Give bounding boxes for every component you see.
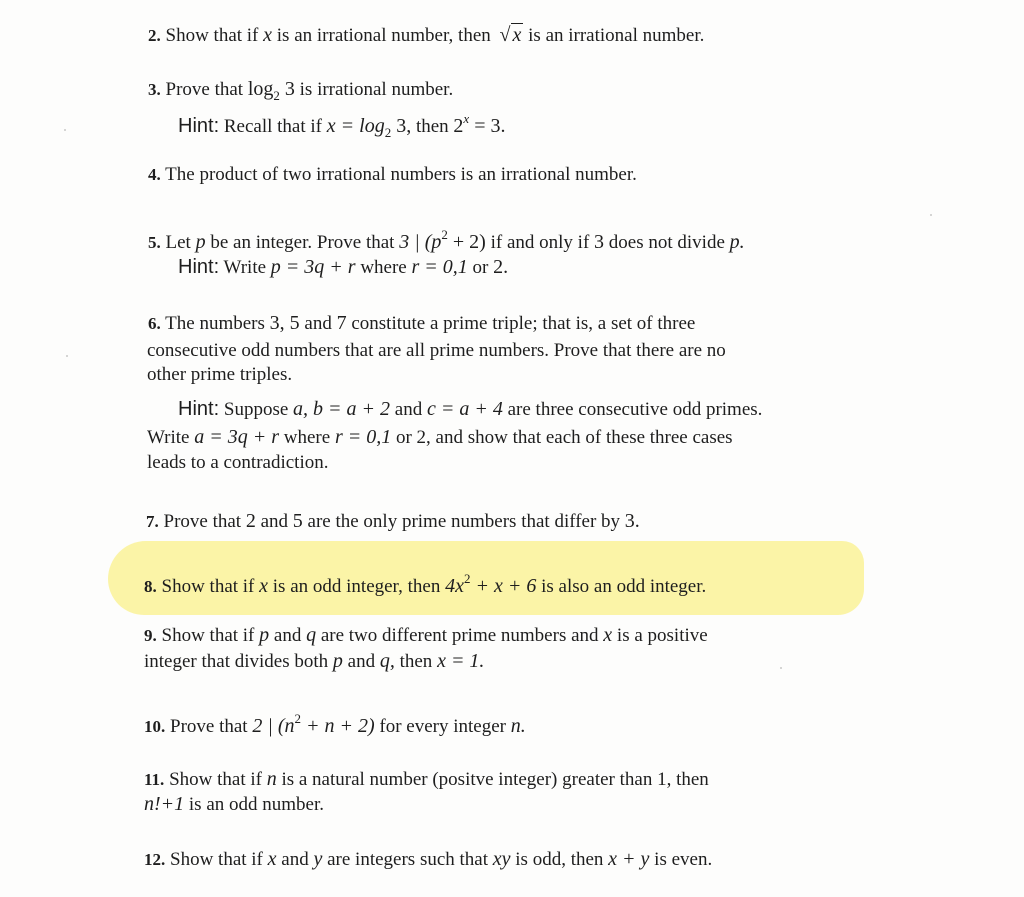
math-var: n bbox=[266, 768, 277, 790]
problem-text: then bbox=[399, 651, 433, 672]
problem-text: is also an odd integer. bbox=[541, 576, 707, 597]
problem-2 bbox=[148, 22, 704, 49]
radical-sign: √ bbox=[499, 24, 511, 46]
problem-text: are integers such that bbox=[327, 849, 489, 870]
problem-text: for every integer bbox=[379, 716, 507, 737]
problem-text: is even. bbox=[654, 849, 713, 870]
math-expression: r = 0,1 bbox=[334, 426, 392, 448]
problem-text: be an integer. Prove that bbox=[210, 232, 395, 253]
problem-text: is a natural number (positve integer) greater than 1, then bbox=[281, 769, 709, 790]
problem-7 bbox=[146, 508, 640, 535]
problem-text: is an odd number. bbox=[188, 794, 325, 815]
hint-text: Write bbox=[147, 427, 190, 448]
hint-text: and bbox=[394, 399, 423, 420]
math-var: q bbox=[306, 624, 317, 646]
problem-number: 5. bbox=[148, 233, 161, 252]
math-expression: c = a + 4 bbox=[426, 398, 503, 420]
problem-text: Show that if bbox=[161, 625, 255, 646]
math-number: 2 bbox=[245, 510, 256, 532]
math-var: x bbox=[603, 624, 613, 646]
math-expression: p = 3q + r bbox=[270, 256, 356, 278]
math-var: p. bbox=[729, 231, 745, 253]
problem-number: 7. bbox=[146, 512, 159, 531]
math-number: 3 bbox=[594, 231, 605, 253]
problem-text: and bbox=[273, 625, 302, 646]
problem-text: is odd, then bbox=[515, 849, 604, 870]
problem-text: The product of two irrational numbers is an irrational number. bbox=[165, 164, 637, 185]
math-var: n. bbox=[510, 715, 526, 737]
math-expression: a = 3q + r bbox=[194, 426, 280, 448]
problem-text: and bbox=[304, 313, 332, 334]
math-expression: r = 0,1 bbox=[411, 256, 468, 278]
math-expression: $4x^2 + x + 6$ bbox=[445, 571, 537, 597]
problem-5-hint bbox=[178, 254, 508, 281]
math-expression: a, b = a + 2 bbox=[293, 398, 391, 420]
math-var: x bbox=[259, 575, 269, 597]
hint-label: Hint: bbox=[178, 398, 220, 420]
problem-text: other prime triples. bbox=[147, 364, 293, 385]
math-expression: x = 1. bbox=[437, 650, 485, 672]
scan-speck bbox=[930, 214, 932, 216]
problem-10 bbox=[144, 706, 526, 740]
problem-6-line-5 bbox=[147, 424, 733, 451]
problem-text: Show that if bbox=[161, 576, 255, 597]
problem-text: Prove that bbox=[165, 79, 244, 100]
problem-3-hint bbox=[178, 106, 505, 146]
problem-text: Show that if bbox=[170, 849, 263, 870]
problem-text: Show that if bbox=[169, 769, 262, 790]
problem-number: 11. bbox=[144, 770, 165, 789]
math-expression: 3, 5 bbox=[269, 312, 300, 334]
math-number: 3. bbox=[624, 510, 640, 532]
math-var: x bbox=[512, 24, 522, 46]
problem-5 bbox=[148, 222, 745, 256]
problem-6-hint bbox=[178, 396, 762, 423]
problem-text: Prove that bbox=[170, 716, 248, 737]
math-var: p bbox=[195, 231, 206, 253]
problem-9-line-2 bbox=[144, 648, 484, 675]
problem-number: 9. bbox=[144, 626, 157, 645]
problem-number: 2. bbox=[148, 26, 161, 45]
problem-6-line-6 bbox=[147, 450, 329, 476]
hint-text: where bbox=[360, 257, 407, 278]
problem-number: 6. bbox=[148, 314, 161, 333]
scan-speck bbox=[66, 355, 68, 357]
math-var: y bbox=[313, 848, 323, 870]
hint-text: leads to a contradiction. bbox=[147, 452, 329, 473]
problem-text: and bbox=[281, 849, 309, 870]
problem-number: 8. bbox=[144, 577, 157, 596]
hint-label: Hint: bbox=[178, 256, 220, 278]
math-number: 7 bbox=[336, 312, 347, 334]
hint-text: or 2, and show that each of these three cases bbox=[395, 427, 733, 448]
problem-number: 10. bbox=[144, 717, 166, 736]
problem-6-line-3 bbox=[147, 362, 292, 388]
hint-text: then bbox=[415, 116, 449, 137]
problem-text: and bbox=[260, 511, 289, 532]
problem-text: are the only prime numbers that differ by bbox=[307, 511, 621, 532]
math-expression: n!+1 bbox=[144, 793, 185, 815]
math-expression: 3 | $(p^2 + 2)$ bbox=[399, 227, 486, 253]
problem-3 bbox=[148, 76, 453, 109]
problem-text: The numbers bbox=[165, 313, 265, 334]
problem-number: 4. bbox=[148, 165, 161, 184]
problem-12 bbox=[144, 846, 712, 873]
problem-text: and bbox=[347, 651, 376, 672]
math-expression: $x = \log_2 3$, bbox=[326, 115, 412, 140]
math-var: p bbox=[259, 624, 270, 646]
hint-text: where bbox=[283, 427, 331, 448]
scan-speck bbox=[780, 667, 782, 669]
scan-speck bbox=[64, 129, 66, 131]
problem-text: is a positive bbox=[616, 625, 708, 646]
hint-text: are three consecutive odd primes. bbox=[507, 399, 763, 420]
problem-text: is an irrational number, then bbox=[276, 25, 491, 46]
hint-label: Hint: bbox=[178, 115, 220, 137]
problem-text: integer that divides both bbox=[144, 651, 329, 672]
hint-text: Suppose bbox=[223, 399, 289, 420]
math-number: 5 bbox=[292, 510, 303, 532]
problem-11-line-2 bbox=[144, 791, 324, 818]
problem-text: Show that if bbox=[165, 25, 259, 46]
problem-9 bbox=[144, 622, 708, 649]
hint-text: Recall that if bbox=[223, 116, 323, 137]
problem-text: is an irrational number. bbox=[528, 25, 705, 46]
problem-number: 3. bbox=[148, 80, 161, 99]
math-var: p bbox=[332, 650, 343, 672]
problem-6-line-2 bbox=[147, 338, 726, 364]
problem-text: are two different prime numbers and bbox=[320, 625, 599, 646]
problem-text: consecutive odd numbers that are all prime numbers. Prove that there are no bbox=[147, 340, 726, 361]
math-var: q, bbox=[379, 650, 395, 672]
math-var: x bbox=[267, 848, 277, 870]
math-log: $\log_2 3$ bbox=[247, 78, 295, 103]
math-expression: 2$^x$ = 3. bbox=[453, 111, 506, 137]
math-var: x bbox=[263, 24, 273, 46]
problem-4 bbox=[148, 162, 637, 188]
problem-8 bbox=[144, 566, 706, 600]
math-number: 2. bbox=[493, 256, 509, 278]
problem-text: if and only if bbox=[490, 232, 590, 253]
problem-text: Prove that bbox=[163, 511, 242, 532]
hint-text: or bbox=[472, 257, 489, 278]
math-expression: 2 | $(n^2 + n + 2)$ bbox=[252, 711, 375, 737]
math-expression: xy bbox=[492, 848, 511, 870]
problem-11 bbox=[144, 766, 709, 793]
hint-text: Write bbox=[223, 257, 267, 278]
problem-text: is an odd integer, then bbox=[272, 576, 441, 597]
problem-text: Let bbox=[165, 232, 191, 253]
problem-text: does not divide bbox=[608, 232, 725, 253]
math-expression: x + y bbox=[608, 848, 650, 870]
problem-6 bbox=[148, 310, 695, 337]
problem-text: is irrational number. bbox=[299, 79, 454, 100]
problem-number: 12. bbox=[144, 850, 166, 869]
sqrt-expression bbox=[496, 22, 524, 49]
problem-text: constitute a prime triple; that is, a set of three bbox=[351, 313, 696, 334]
